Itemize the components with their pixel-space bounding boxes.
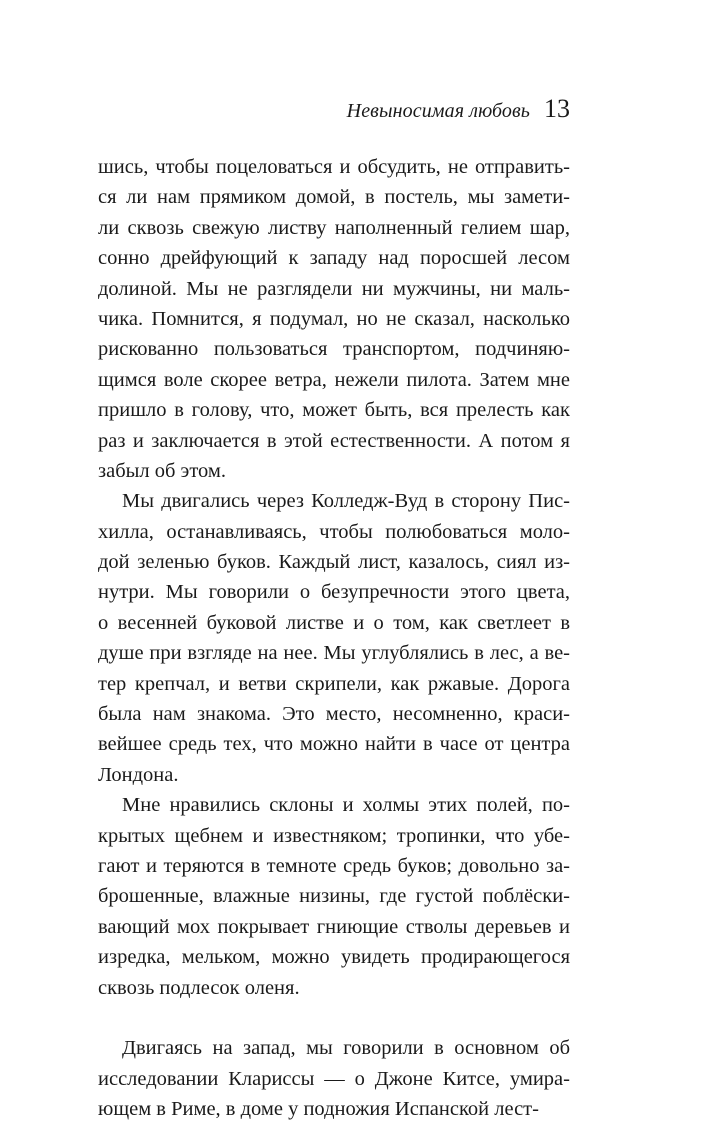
- text-line: Двигаясь на запад, мы говорили в основном об: [122, 1037, 570, 1060]
- text-line: нутри. Мы говорили о безупречности этого цвета,: [98, 581, 570, 604]
- text-line: изредка, мельком, можно увидеть продирающегося: [98, 946, 570, 969]
- text-line: ющем в Риме, в доме у подножия Испанской лест-: [98, 1098, 539, 1121]
- text-line: исследовании Клариссы — о Джоне Китсе, умира-: [98, 1067, 570, 1090]
- text-line: Мы двигались через Колледж-Вуд в сторону Пис-: [122, 490, 570, 513]
- text-line: щимся воле скорее ветра, нежели пилота. Затем мне: [98, 368, 570, 391]
- text-line: тер крепчал, и ветви скрипели, как ржавые. Дорога: [98, 672, 570, 695]
- paragraph-gap: [98, 1003, 570, 1033]
- text-line: душе при взгляде на нее. Мы углублялись в лес, а ве-: [98, 642, 570, 665]
- text-line: дой зеленью буков. Каждый лист, казалось, сиял из-: [98, 551, 570, 574]
- text-line: рискованно пользоваться транспортом, подчиняю-: [98, 338, 570, 361]
- text-line: вейшее средь тех, что можно найти в часе от центра: [98, 733, 570, 756]
- text-line: крытых щебнем и известняком; тропинки, что убе-: [98, 824, 570, 847]
- body-text: [98, 152, 570, 1125]
- text-line: гают и теряются в темноте средь буков; довольно за-: [98, 854, 570, 877]
- text-line: шись, чтобы поцеловаться и обсудить, не отправить-: [98, 156, 570, 178]
- text-line: сквозь подлесок оленя.: [98, 976, 300, 999]
- text-line: раз и заключается в этой естественности. А потом я: [98, 429, 570, 452]
- text-line: о весенней буковой листве и о том, как светлеет в: [98, 611, 570, 634]
- text-line: долиной. Мы не разглядели ни мужчины, ни маль-: [98, 277, 570, 300]
- text-line: забыл об этом.: [98, 459, 227, 482]
- text-line: была нам знакома. Это место, несомненно, краси-: [98, 703, 570, 726]
- page-number: 13: [544, 94, 570, 123]
- text-line: ли сквозь свежую листву наполненный гелием шар,: [98, 216, 570, 239]
- text-line: сонно дрейфующий к западу над поросшей лесом: [98, 247, 570, 270]
- running-title: Невыносимая любовь: [346, 100, 530, 122]
- text-line: Мне нравились склоны и холмы этих полей, по-: [122, 794, 570, 817]
- text-line: Лондона.: [98, 763, 179, 786]
- text-line: ся ли нам прямиком домой, в постель, мы замети-: [98, 186, 570, 209]
- text-line: вающий мох покрывает гниющие стволы деревьев и: [98, 915, 570, 938]
- text-line: хилла, останавливаясь, чтобы полюбоваться моло-: [98, 520, 570, 543]
- text-line: брошенные, влажные низины, где густой поблёски-: [98, 885, 570, 908]
- text-line: пришло в голову, что, может быть, вся прелесть как: [98, 399, 570, 422]
- text-line: чика. Помнится, я подумал, но не сказал, насколько: [98, 307, 570, 330]
- running-head: [347, 94, 570, 124]
